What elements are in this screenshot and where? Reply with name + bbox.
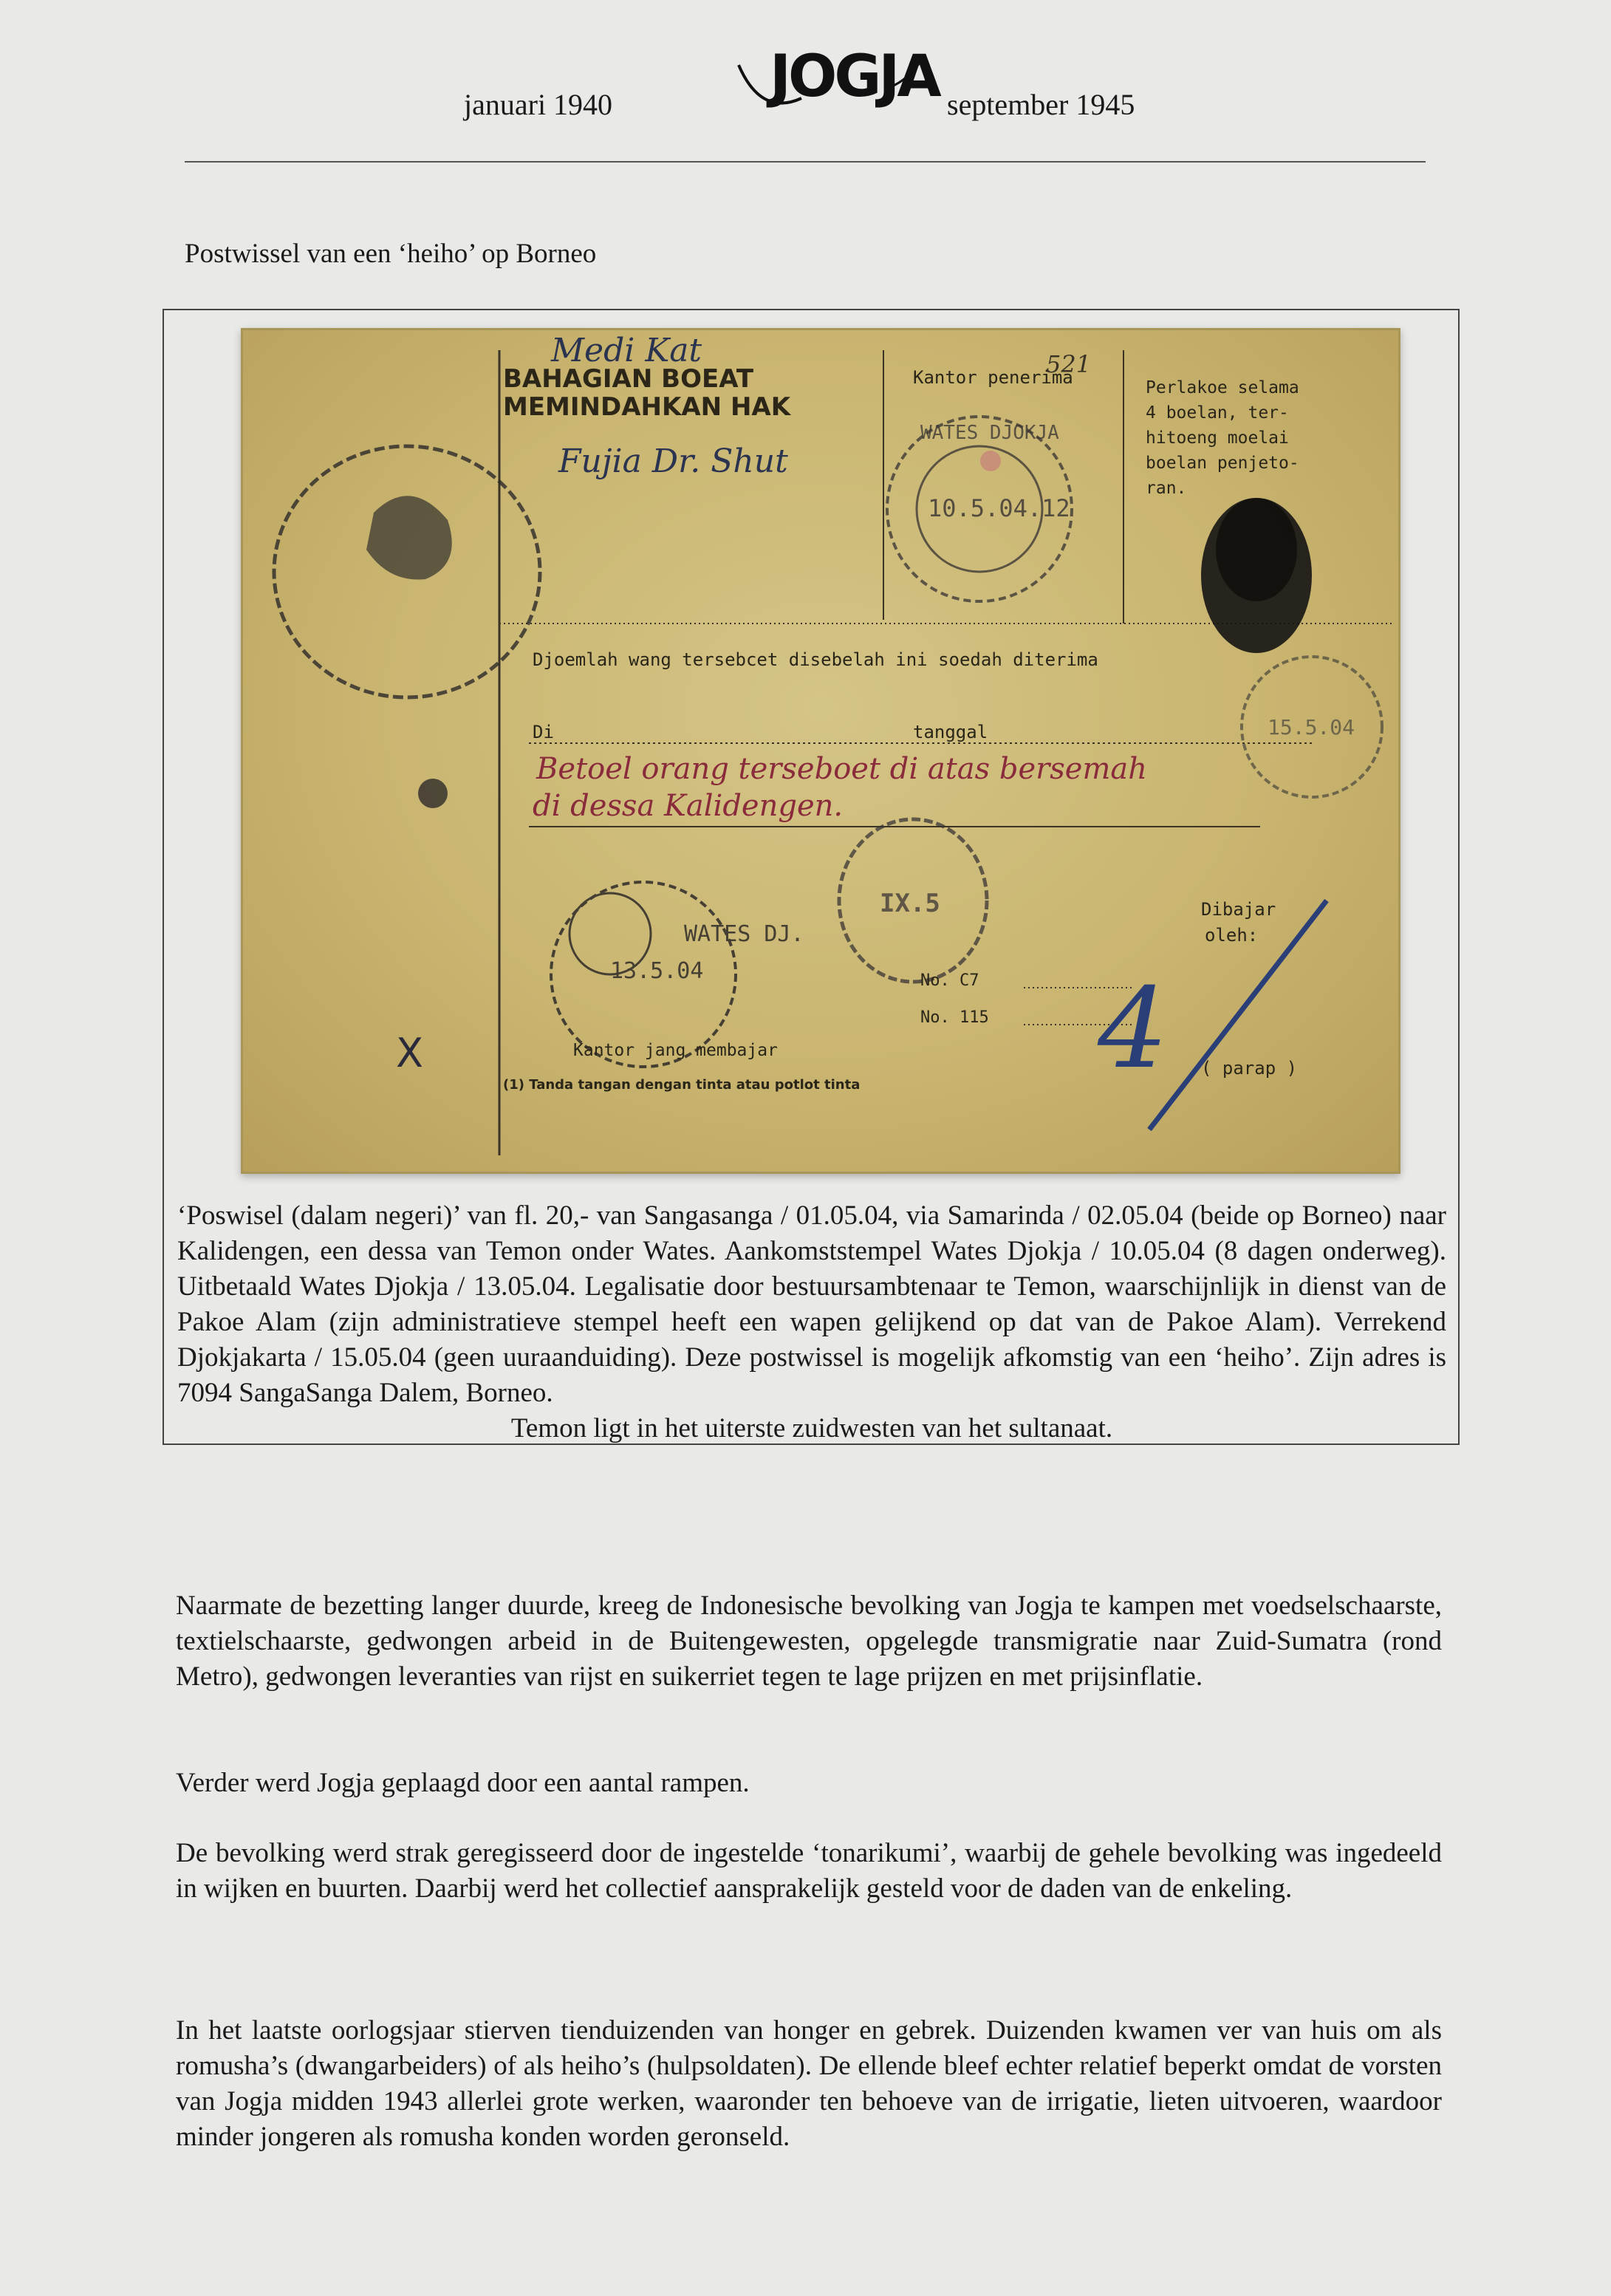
perlakoe-line-5: ran. <box>1146 479 1187 498</box>
perlakoe-line-3: hitoeng moelai <box>1146 428 1289 448</box>
mark-x: X <box>396 1030 423 1076</box>
postmark-right <box>1242 657 1382 797</box>
postmark-bottom-text: WATES DJ. <box>684 921 804 947</box>
djoemlah-label: Djoemlah wang tersebcet disebelah ini soedah diterima <box>533 649 1098 670</box>
handwriting-red-1: Betoel orang terseboet di atas bersemah <box>536 752 1148 786</box>
handwriting-red-2: di dessa Kalidengen. <box>533 789 844 823</box>
parap-label: ( parap ) <box>1201 1058 1298 1079</box>
kantor-penerima-label: Kantor penerima <box>913 367 1073 388</box>
card-caption <box>177 1198 1446 1446</box>
di-label: Di <box>533 722 554 742</box>
mark-four: 4 <box>1098 965 1169 1093</box>
jogja-logo <box>731 28 953 124</box>
postmark-wates-bottom <box>551 882 804 1067</box>
header-date-end: september 1945 <box>947 88 1135 121</box>
card-number-top: 521 <box>1046 350 1092 378</box>
handwriting-blue-1: Medi Kat <box>551 332 702 369</box>
caption-main: ‘Poswisel (dalam negeri)’ van fl. 20,- van Sangasanga / 01.05.04, via Samarinda / 02.05.04 (beide op Borneo) naar Kalidengen, een dessa van Temon onder Wates. Aankomststempel Wates Djokja / 10.05.04 (8 dagen onderweg). Uitbetaald Wates Djokja / 13.05.04. Legalisatie door bestuursambtenaar te Temon, waarschijnlijk in dienst van de Pakoe Alam (zijn administratieve stempel heeft een wapen gelijkend op dat van de Pakoe Alam). Verrekend Djokjakarta / 15.05.04 (geen uuraanduiding). Deze postwissel is mogelijk afkomstig van een ‘heiho’. Zijn adres is 7094 SangaSanga Dalem, Borneo. <box>177 1200 1446 1408</box>
postmark-top-text: WATES DJOKJA <box>920 422 1059 444</box>
postmark-wates-top <box>887 417 1072 601</box>
perlakoe-line-2: 4 boelan, ter- <box>1146 403 1289 423</box>
tanda-tangan-note: (1) Tanda tangan dengan tinta atau potlot tinta <box>503 1077 861 1093</box>
paragraph-1: Naarmate de bezetting langer duurde, kreeg de Indonesische bevolking van Jogja te kampen met voedselschaarste, textielschaarste, gedwongen arbeid in de Buitengewesten, opgelegde transmigratie naar Zuid-Sumatra (rond Metro), gedwongen leveranties van rijst en suikerriet tegen te lage prijzen en met prijsinflatie. <box>176 1591 1442 1692</box>
no-s-label: No. 115 <box>920 1008 989 1027</box>
svg-text:15.5.04: 15.5.04 <box>1268 715 1355 739</box>
logo-text: JOGJA <box>770 44 939 110</box>
paragraph-3: De bevolking werd strak geregisseerd door de ingestelde ‘tonarikumi’, waarbij de gehele bevolking was ingedeeld in wijken en buurten. Daarbij werd het collectief aansprakelijk gesteld voor de daden van de enkeling. <box>176 1838 1442 1904</box>
dibajar-line-2: oleh: <box>1205 925 1259 946</box>
header-date-start: januari 1940 <box>464 88 613 121</box>
header-divider <box>185 161 1426 163</box>
page-subtitle: Postwissel van een ‘heiho’ op Borneo <box>185 239 597 269</box>
no-c-label: No. C7 <box>920 971 979 990</box>
paragraph-2: Verder werd Jogja geplaagd door een aantal rampen. <box>176 1768 750 1798</box>
card-header-line2: MEMINDAHKAN HAK <box>503 392 791 422</box>
postmark-bottom-date: 13.5.04 <box>610 958 704 984</box>
card-artwork <box>241 328 1400 1174</box>
tanggal-label: tanggal <box>913 722 988 742</box>
dibajar-line-1: Dibajar <box>1201 899 1276 920</box>
handwriting-blue-2: Fujia Dr. Shut <box>558 443 788 480</box>
caption-last-line: Temon ligt in het uiterste zuidwesten van het sultanaat. <box>510 1413 1113 1443</box>
administrative-stamp-middle <box>839 819 987 982</box>
paragraph-4: In het laatste oorlogsjaar stierven tienduizenden van honger en gebrek. Duizenden kwamen ver van huis om als romusha’s (dwangarbeiders) of als heiho’s (hulpsoldaten). De ellende bleef echter relatief beperkt omdat de vorsten van Jogja midden 1943 allerlei grote werken, waaronder ten behoeve van de irrigatie, lieten uitvoeren, waardoor minder jongeren als romusha konden worden geronseld. <box>176 2015 1442 2152</box>
card-header-line1: BAHAGIAN BOEAT <box>503 364 754 394</box>
perlakoe-line-4: boelan penjeto- <box>1146 454 1299 473</box>
postal-money-order-card <box>241 328 1400 1174</box>
postmark-top-date: 10.5.04.12 <box>928 494 1070 522</box>
kantor-membajar-label: Kantor jang membajar <box>573 1041 778 1060</box>
perlakoe-line-1: Perlakoe selama <box>1146 378 1299 397</box>
svg-text:IX.5: IX.5 <box>880 889 940 918</box>
